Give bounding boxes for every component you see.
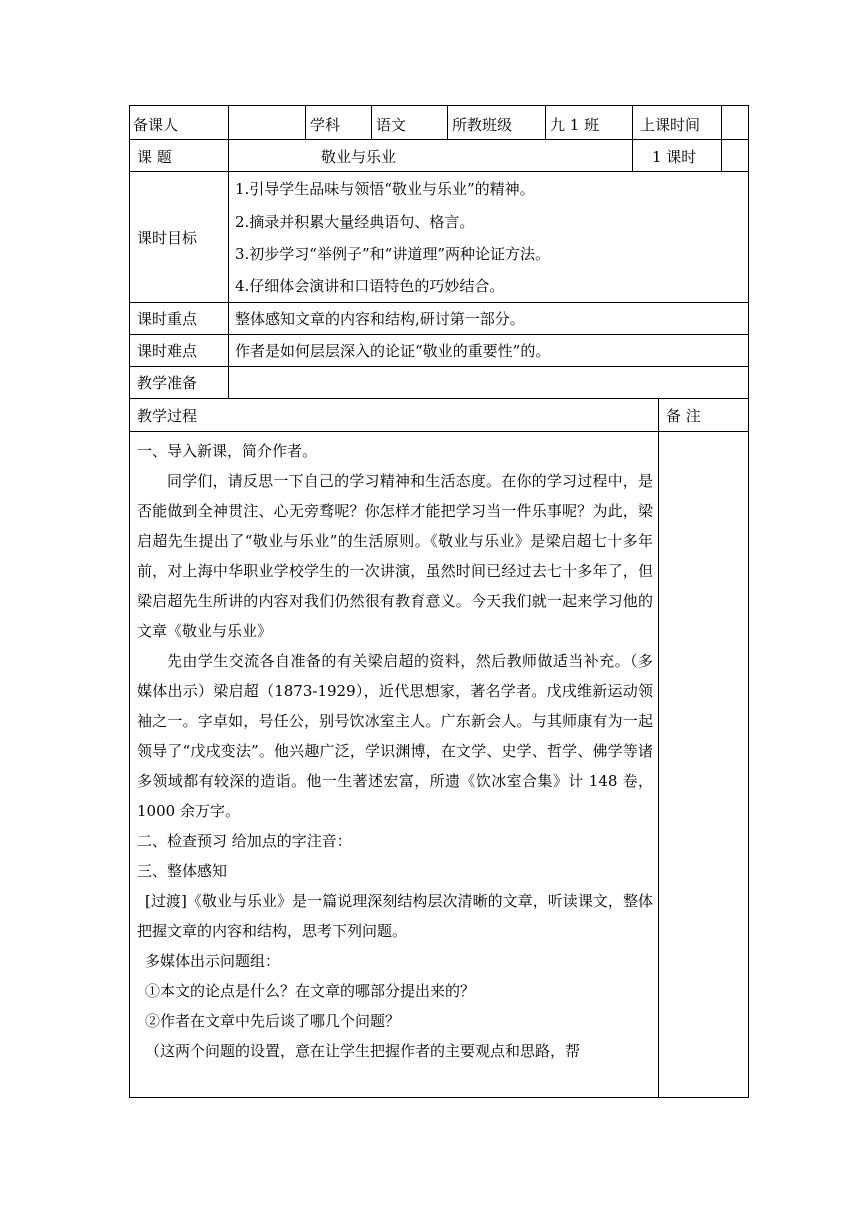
process-paragraph: 二、检查预习 给加点的字注音： — [137, 832, 352, 850]
topic-label: 课 题 — [137, 148, 172, 166]
row-divider — [129, 431, 749, 432]
col-divider — [228, 105, 229, 398]
goal-item: 3.初步学习“举例子”和“讲道理”两种论证方法。 — [235, 245, 550, 263]
process-paragraph: ②作者在文章中先后谈了哪几个问题？ — [145, 1012, 401, 1030]
col-divider — [305, 105, 306, 139]
col-divider — [632, 105, 633, 171]
process-paragraph: （这两个问题的设置，意在让学生把握作者的主要观点和思路，帮 — [145, 1042, 581, 1060]
preparer-label: 备课人 — [133, 116, 179, 134]
table-border-right — [748, 105, 749, 1098]
col-divider — [371, 105, 372, 139]
col-divider — [658, 398, 659, 1098]
col-divider — [545, 105, 546, 139]
goal-item: 4.仔细体会演讲和口语特色的巧妙结合。 — [235, 277, 505, 295]
topic-value: 敬业与乐业 — [321, 148, 397, 166]
difficulty-label: 课时难点 — [137, 342, 198, 360]
row-divider — [129, 171, 749, 172]
row-divider — [129, 139, 749, 140]
process-paragraph: [过渡]《敬业与乐业》是一篇说理深刻结构层次清晰的文章，听读课文，整体把握文章的内容和结构，思考下列问题。 — [137, 892, 653, 940]
notes-label: 备 注 — [666, 407, 701, 425]
prep-label: 教学准备 — [137, 374, 198, 392]
row-divider — [129, 302, 749, 303]
goals-label: 课时目标 — [137, 229, 198, 247]
process-paragraph: 三、整体感知 — [137, 862, 228, 880]
key-point-label: 课时重点 — [137, 310, 198, 328]
process-paragraph: ①本文的论点是什么？在文章的哪部分提出来的？ — [145, 982, 476, 1000]
goal-item: 2.摘录并积累大量经典语句、格言。 — [235, 213, 475, 231]
subject-label: 学科 — [310, 116, 341, 134]
row-divider — [129, 398, 749, 399]
process-paragraph: 同学们，请反思一下自己的学习精神和生活态度。在你的学习过程中，是否能做到全神贯注、心无旁骛呢？你怎样才能把学习当一件乐事呢？为此，梁启超先生提出了“敬业与乐业”的生活原则。《敬业与乐业》是梁启超七十多年前，对上海中华职业学校学生的一次讲演，虽然时间已经过去七十多年了，但梁启超先生所讲的内容对我们仍然很有教育意义。今天我们就一起来学习他的文章《敬业与乐业》 — [137, 472, 653, 640]
process-label: 教学过程 — [137, 407, 198, 425]
class-label: 所教班级 — [452, 116, 513, 134]
difficulty-value: 作者是如何层层深入的论证“敬业的重要性”的。 — [235, 342, 551, 360]
table-border-bottom — [129, 1097, 749, 1098]
subject-value: 语文 — [376, 116, 407, 134]
process-paragraph: 一、导入新课，简介作者。 — [137, 442, 318, 460]
table-border-top — [129, 105, 749, 106]
row-divider — [129, 366, 749, 367]
class-value: 九 1 班 — [550, 116, 600, 134]
goal-item: 1.引导学生品味与领悟“敬业与乐业”的精神。 — [235, 180, 535, 198]
process-body — [137, 436, 653, 1066]
table-border-left — [129, 105, 130, 1098]
time-label: 上课时间 — [640, 116, 701, 134]
col-divider — [447, 105, 448, 139]
process-paragraph: 多媒体出示问题组： — [145, 952, 281, 970]
process-paragraph: 先由学生交流各自准备的有关梁启超的资料，然后教师做适当补充。（多媒体出示）梁启超（1873-1929），近代思想家，著名学者。戊戌维新运动领袖之一。字卓如，号任公，别号饮冰室主人。广东新会人。与其师康有为一起领导了“戊戌变法”。他兴趣广泛，学识渊博，在文学、史学、哲学、佛学等诸多领域都有较深的造诣。他一生著述宏富，所遗《饮冰室合集》计 148 卷，1000 余万字。 — [137, 652, 653, 820]
key-point-value: 整体感知文章的内容和结构,研讨第一部分。 — [235, 310, 525, 328]
topic-hours: 1 课时 — [652, 148, 697, 166]
col-divider — [721, 105, 722, 171]
row-divider — [129, 334, 749, 335]
